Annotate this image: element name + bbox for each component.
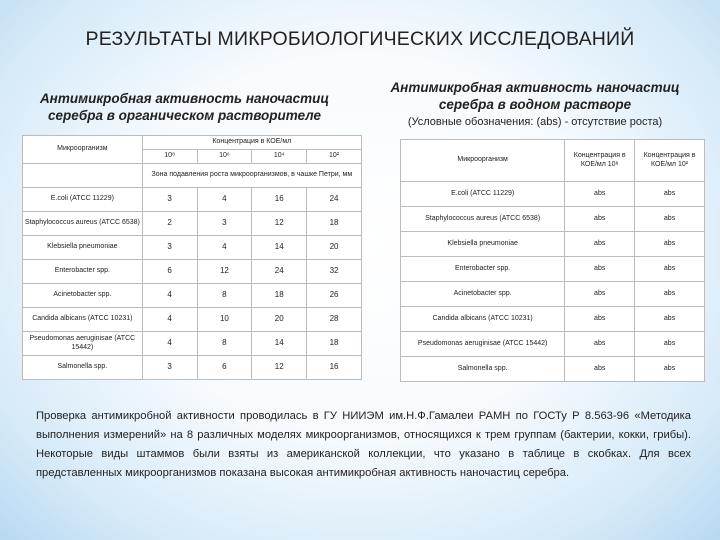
growth-value: abs: [635, 307, 705, 332]
table-row: [401, 182, 705, 207]
organism-name: Pseudomonas aeruginisae (ATCC 15442): [23, 332, 143, 356]
growth-value: abs: [635, 232, 705, 257]
zone-value: 14: [252, 236, 307, 260]
table-row: [23, 308, 362, 332]
table-row: [401, 357, 705, 382]
zone-value: 6: [197, 356, 252, 380]
growth-value: abs: [635, 357, 705, 382]
organism-name: Staphylococcus aureus (ATCC 6538): [401, 207, 565, 232]
organism-name: Enterobacter spp.: [23, 260, 143, 284]
zone-value: 10: [197, 308, 252, 332]
concentration-header: Концентрация в КОЕ/мл: [142, 136, 361, 150]
conc-value: 10⁸: [142, 150, 197, 164]
zone-value: 20: [252, 308, 307, 332]
organism-name: Salmonella spp.: [401, 357, 565, 382]
table-row: [23, 284, 362, 308]
growth-value: abs: [635, 182, 705, 207]
growth-value: abs: [565, 282, 635, 307]
zone-value: 3: [197, 212, 252, 236]
zone-value: 4: [197, 236, 252, 260]
growth-value: abs: [565, 232, 635, 257]
organism-name: Klebsiella pneumoniae: [23, 236, 143, 260]
growth-value: abs: [565, 307, 635, 332]
organism-name: Pseudomonas aeruginisae (ATCC 15442): [401, 332, 565, 357]
zone-value: 20: [307, 236, 362, 260]
left-heading: Антимикробная активность наночастиц серебра в органическом растворителе: [39, 91, 330, 123]
growth-value: abs: [635, 257, 705, 282]
table-row: [23, 212, 362, 236]
growth-value: abs: [565, 332, 635, 357]
zone-value: 24: [307, 188, 362, 212]
zone-value: 3: [142, 236, 197, 260]
table-row: [23, 260, 362, 284]
organism-name: Acinetobacter spp.: [401, 282, 565, 307]
zone-value: 18: [252, 284, 307, 308]
zone-value: 28: [307, 308, 362, 332]
growth-value: abs: [565, 182, 635, 207]
organism-name: Staphylococcus aureus (ATCC 6538): [23, 212, 143, 236]
blank-cell: [23, 164, 143, 188]
organism-name: Candida albicans (ATCC 10231): [23, 308, 143, 332]
zone-value: 3: [142, 356, 197, 380]
zone-value: 4: [142, 284, 197, 308]
zone-value: 12: [197, 260, 252, 284]
zone-value: 14: [252, 332, 307, 356]
organism-name: Enterobacter spp.: [401, 257, 565, 282]
organism-name: Candida albicans (ATCC 10231): [401, 307, 565, 332]
table-row: [401, 307, 705, 332]
organism-name: Salmonella spp.: [23, 356, 143, 380]
page-title: РЕЗУЛЬТАТЫ МИКРОБИОЛОГИЧЕСКИХ ИССЛЕДОВАНИЙ: [85, 28, 635, 50]
organism-name: E.coli (ATCC 11229): [23, 188, 143, 212]
legend-note: (Условные обозначения: (abs) - отсутствие роста): [407, 116, 663, 128]
description-paragraph: Проверка антимикробной активности проводилась в ГУ НИИЭМ им.Н.Ф.Гамалеи РАМН по ГОСТу Р 8.563-96 «Методика выполнения измерений» на 8 различных моделях микроорганизмов, относящихся к трем группам (бактерии, кокки, грибы). Некоторые виды штаммов были взяты из американской коллекции, что указано в таблице в скобках. Для всех представленных микроорганизмов показана высокая антимикробная активность наночастиц серебра.: [36, 410, 691, 479]
zone-value: 32: [307, 260, 362, 284]
growth-value: abs: [565, 207, 635, 232]
zone-value: 4: [197, 188, 252, 212]
table-row: [23, 236, 362, 260]
zone-value: 16: [307, 356, 362, 380]
organic-solvent-table: [22, 135, 362, 380]
right-heading: Антимикробная активность наночастиц серебра в водном растворе: [390, 80, 680, 112]
table-row: [23, 356, 362, 380]
organism-header: Микроорганизм: [23, 136, 143, 164]
zone-value: 3: [142, 188, 197, 212]
zone-value: 16: [252, 188, 307, 212]
table-row: [23, 188, 362, 212]
table-row: [401, 282, 705, 307]
zone-value: 2: [142, 212, 197, 236]
zone-value: 18: [307, 332, 362, 356]
growth-value: abs: [635, 282, 705, 307]
table-row: [401, 207, 705, 232]
zone-value: 12: [252, 212, 307, 236]
zone-value: 26: [307, 284, 362, 308]
aqueous-solution-table: [400, 139, 705, 382]
growth-value: abs: [565, 257, 635, 282]
zone-value: 18: [307, 212, 362, 236]
conc-value: 10⁴: [252, 150, 307, 164]
table-row: [401, 332, 705, 357]
zone-value: 4: [142, 308, 197, 332]
zone-value: 8: [197, 332, 252, 356]
table-row: [401, 232, 705, 257]
zone-value: 4: [142, 332, 197, 356]
zone-value: 8: [197, 284, 252, 308]
concentration-header-1: Концентрация в КОЕ/мл 10⁸: [565, 140, 635, 182]
organism-header: Микроорганизм: [401, 140, 565, 182]
organism-name: Acinetobacter spp.: [23, 284, 143, 308]
organism-name: Klebsiella pneumoniae: [401, 232, 565, 257]
growth-value: abs: [635, 332, 705, 357]
zone-header: Зона подавления роста микроорганизмов, в чашке Петри, мм: [142, 164, 361, 188]
zone-value: 24: [252, 260, 307, 284]
conc-value: 10⁶: [197, 150, 252, 164]
growth-value: abs: [565, 357, 635, 382]
conc-value: 10²: [307, 150, 362, 164]
growth-value: abs: [635, 207, 705, 232]
organism-name: E.coli (ATCC 11229): [401, 182, 565, 207]
zone-value: 12: [252, 356, 307, 380]
concentration-header-2: Концентрация в КОЕ/мл 10²: [635, 140, 705, 182]
table-row: [401, 257, 705, 282]
table-row: [23, 332, 362, 356]
zone-value: 6: [142, 260, 197, 284]
